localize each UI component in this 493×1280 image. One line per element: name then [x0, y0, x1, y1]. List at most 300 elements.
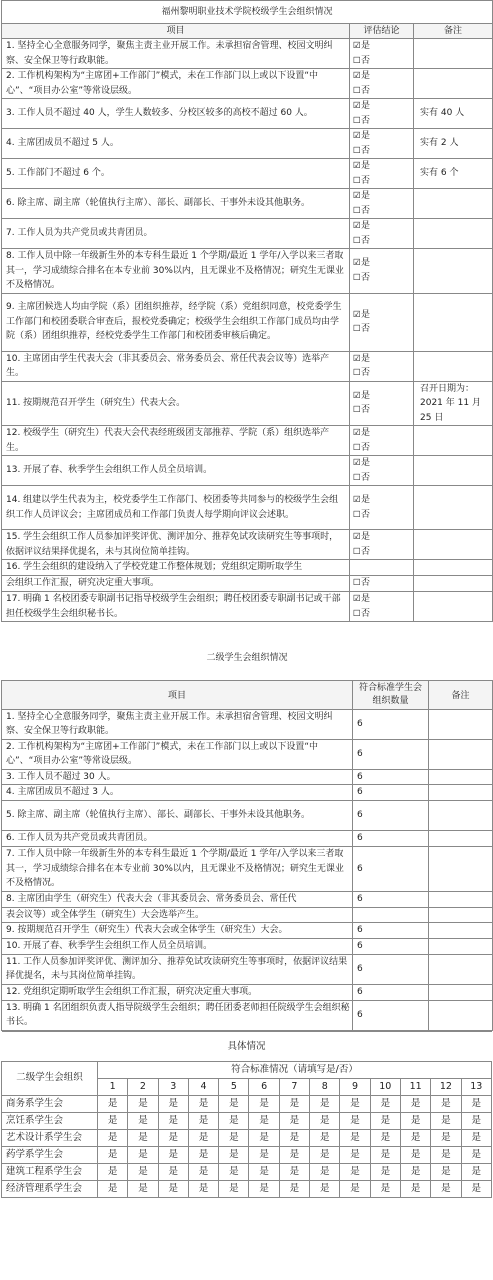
empty-box-icon[interactable]: ☐: [353, 85, 361, 96]
item-header: 项目: [2, 23, 350, 39]
table-row: [2, 189, 493, 219]
table-row: [2, 1000, 493, 1030]
no-option[interactable]: [353, 609, 370, 619]
count-cell: 6: [353, 939, 429, 955]
yes-option-label: 是: [361, 309, 371, 320]
count-cell: 6: [353, 923, 429, 939]
checked-box-icon[interactable]: ☑: [353, 458, 361, 468]
yes-option[interactable]: [353, 428, 370, 438]
no-option-label: 否: [361, 324, 371, 334]
requirement-text: 2. 工作机构架构为“主席团+工作部门”模式，未在工作部门以上或以下设置“中心”、“项目办公室”等常设层级。: [2, 69, 350, 99]
no-option-label: 否: [361, 578, 371, 589]
column-number: 11: [400, 1078, 430, 1095]
standard-value: 是: [249, 1163, 279, 1180]
count-header: 符合标准学生会组织数量: [353, 680, 429, 709]
standard-value: 是: [219, 1095, 249, 1112]
checked-box-icon[interactable]: ☑: [353, 191, 361, 201]
standard-value: 是: [279, 1163, 309, 1180]
standard-value: 是: [219, 1163, 249, 1180]
column-number: 13: [461, 1078, 491, 1095]
standard-value: 是: [400, 1129, 430, 1146]
requirement-text: 13. 开展了春、秋季学生会组织工作人员全员培训。: [2, 456, 350, 486]
column-number: 3: [158, 1078, 188, 1095]
checked-box-icon[interactable]: ☑: [353, 131, 361, 141]
checked-box-icon[interactable]: ☑: [353, 594, 361, 604]
requirement-text: 表会议等）或全体学生（研究生）大会选举产生。: [2, 907, 353, 923]
standard-value: 是: [128, 1095, 158, 1112]
org-header: 二级学生会组织: [2, 1061, 98, 1095]
standard-value: 是: [219, 1180, 249, 1197]
evaluation-cell: [350, 99, 414, 129]
requirement-text: 6. 除主席、副主席（轮值执行主席）、部长、副部长、干事外未设其他职务。: [2, 189, 350, 219]
empty-box-icon[interactable]: ☐: [353, 578, 361, 589]
standard-value: 是: [158, 1146, 188, 1163]
checked-box-icon[interactable]: ☑: [353, 41, 361, 51]
standard-value: 是: [461, 1129, 491, 1146]
yes-option-label: 是: [361, 495, 371, 505]
no-option[interactable]: [353, 176, 370, 186]
count-cell: 6: [353, 1000, 429, 1030]
table-row: [2, 923, 493, 939]
evaluation-cell: [350, 249, 414, 294]
yes-option-label: 是: [361, 191, 371, 201]
empty-box-icon[interactable]: ☐: [353, 272, 361, 283]
yes-option-label: 是: [361, 221, 371, 231]
empty-box-icon[interactable]: ☐: [353, 608, 361, 619]
requirement-text: 16. 学生会组织的建设纳入了学校党建工作整体规划；党组织定期听取学生: [2, 560, 350, 576]
note-header: 备注: [414, 23, 493, 39]
secondary-level-rows: [2, 709, 493, 1030]
requirement-text: 12. 党组织定期听取学生会组织工作汇报，研究决定重大事项。: [2, 984, 353, 1000]
yes-option[interactable]: [353, 354, 370, 364]
standard-value: 是: [98, 1146, 128, 1163]
table-row: [2, 709, 493, 739]
standard-value: 是: [188, 1129, 218, 1146]
no-option[interactable]: [353, 443, 370, 453]
standard-value: 是: [461, 1180, 491, 1197]
standard-value: 是: [431, 1112, 461, 1129]
note-cell: [414, 69, 493, 99]
note-cell: [429, 923, 493, 939]
requirement-text: 1. 坚持全心全意服务同学，聚焦主责主业开展工作。未承担宿舍管理、校园文明纠察、安全保卫等行政职能。: [2, 709, 353, 739]
no-option-label: 否: [361, 115, 371, 126]
count-cell: 6: [353, 984, 429, 1000]
school-level-title: 福州黎明职业技术学院校级学生会组织情况: [2, 1, 493, 24]
count-cell: 6: [353, 954, 429, 984]
standard-value: 是: [400, 1146, 430, 1163]
table-row: [2, 592, 493, 622]
no-option-label: 否: [361, 472, 371, 483]
yes-option[interactable]: [353, 310, 370, 320]
checked-box-icon[interactable]: ☑: [353, 221, 361, 231]
table-row: [2, 1163, 492, 1180]
requirement-text: 7. 工作人员中除一年级新生外的本专科生最近 1 个学期/最近 1 学年/入学以来三者取其一，学习成绩综合排名在本专业前 30%以内，且无课业不及格情况；研究生无课业不及格情况。: [2, 847, 353, 892]
requirement-text: 4. 主席团成员不超过 5 人。: [2, 129, 350, 159]
empty-box-icon[interactable]: ☐: [353, 368, 361, 378]
no-option[interactable]: [353, 473, 370, 483]
standard-value: 是: [158, 1129, 188, 1146]
standard-value: 是: [370, 1129, 400, 1146]
standard-value: 是: [98, 1095, 128, 1112]
standard-value: 是: [128, 1112, 158, 1129]
requirement-text: 14. 组建以学生代表为主，校党委学生工作部门、校团委等共同参与的校级学生会组织工作人员评议会；主席团成员和工作部门负责人每学期向评议会述职。: [2, 486, 350, 530]
standard-value: 是: [219, 1129, 249, 1146]
table-row: [2, 69, 493, 99]
yes-option[interactable]: [353, 391, 370, 401]
yes-option[interactable]: [353, 458, 370, 468]
requirement-text: 2. 工作机构架构为“主席团+工作部门”模式，未在工作部门以上或以下设置“中心”、“项目办公室”等常设层级。: [2, 739, 353, 769]
org-name: 艺术设计系学生会: [2, 1129, 98, 1146]
no-option[interactable]: [353, 86, 370, 96]
count-cell: 6: [353, 739, 429, 769]
note-cell: [414, 219, 493, 249]
requirement-text: 9. 主席团候选人均由学院（系）团组织推荐，经学院（系）党组织同意，校党委学生工作部门和校团委联合审查后，报校党委确定；校级学生会组织工作部门成员均由学院（系）团组织推荐，经校党委学生工作部门和校团委审核后确定。: [2, 293, 350, 351]
column-number: 9: [340, 1078, 370, 1095]
empty-box-icon[interactable]: ☐: [353, 509, 361, 520]
table-row: [2, 907, 493, 923]
yes-option-label: 是: [361, 390, 371, 401]
standard-value: 是: [400, 1163, 430, 1180]
no-option[interactable]: [353, 368, 370, 378]
no-option[interactable]: [353, 405, 370, 415]
no-option-label: 否: [361, 442, 371, 453]
column-number: 7: [279, 1078, 309, 1095]
standard-value: 是: [400, 1180, 430, 1197]
note-cell: [414, 351, 493, 381]
note-cell: [429, 739, 493, 769]
standard-value: 是: [461, 1112, 491, 1129]
standard-value: 是: [279, 1180, 309, 1197]
checked-box-icon[interactable]: ☑: [353, 161, 361, 171]
table-row: [2, 293, 493, 351]
standard-value: 是: [249, 1129, 279, 1146]
yes-option-label: 是: [361, 101, 371, 111]
table-row: [2, 576, 493, 592]
note-cell: 实有 2 人: [414, 129, 493, 159]
table-row: [2, 1146, 492, 1163]
note-cell: [429, 785, 493, 801]
evaluation-cell: [350, 456, 414, 486]
no-option[interactable]: [353, 273, 370, 283]
empty-box-icon[interactable]: ☐: [353, 472, 361, 483]
evaluation-cell: [350, 486, 414, 530]
note-cell: [429, 709, 493, 739]
no-option-label: 否: [361, 85, 371, 96]
no-option[interactable]: [353, 206, 370, 216]
evaluation-cell: [350, 129, 414, 159]
standard-value: 是: [310, 1129, 340, 1146]
evaluation-cell: [350, 426, 414, 456]
evaluation-cell: [350, 592, 414, 622]
requirement-text: 1. 坚持全心全意服务同学，聚焦主责主业开展工作。未承担宿舍管理、校园文明纠察、安全保卫等行政职能。: [2, 39, 350, 69]
standard-value: 是: [370, 1112, 400, 1129]
table-row: [2, 456, 493, 486]
note-cell: [414, 249, 493, 294]
empty-box-icon[interactable]: ☐: [353, 442, 361, 453]
table-row: [2, 249, 493, 294]
note-cell: [429, 984, 493, 1000]
table-row: [2, 785, 493, 801]
requirement-text: 5. 工作部门不超过 6 个。: [2, 159, 350, 189]
secondary-level-table: [1, 648, 493, 1031]
count-cell: 6: [353, 831, 429, 847]
standard-value: 是: [98, 1129, 128, 1146]
note-cell: [429, 801, 493, 831]
note-cell: [414, 456, 493, 486]
evaluation-cell: [350, 381, 414, 426]
table-row: [2, 159, 493, 189]
count-cell: 6: [353, 709, 429, 739]
column-number: 12: [431, 1078, 461, 1095]
table-row: [2, 891, 493, 907]
count-cell: 6: [353, 769, 429, 785]
standard-value: 是: [310, 1146, 340, 1163]
note-cell: 召开日期为：2021 年 11 月 25 日: [414, 381, 493, 426]
yes-option[interactable]: [353, 495, 370, 505]
standard-value: 是: [188, 1146, 218, 1163]
requirement-text: 12. 校级学生（研究生）代表大会代表经班级团支部推荐、学院（系）组织选举产生。: [2, 426, 350, 456]
no-option-label: 否: [361, 405, 371, 416]
standard-value: 是: [431, 1163, 461, 1180]
no-option-label: 否: [361, 509, 371, 520]
org-name: 经济管理系学生会: [2, 1180, 98, 1197]
yes-option-label: 是: [361, 594, 371, 604]
requirement-text: 11. 工作人员参加评奖评优、测评加分、推荐免试攻读研究生等事项时，依据评议结果择优提名，未与其岗位简单挂钩。: [2, 954, 353, 984]
standard-value: 是: [279, 1112, 309, 1129]
yes-option[interactable]: [353, 101, 370, 111]
checked-box-icon[interactable]: ☑: [353, 495, 361, 505]
checked-box-icon[interactable]: ☑: [353, 428, 361, 438]
checked-box-icon[interactable]: ☑: [353, 101, 361, 111]
note-cell: [414, 486, 493, 530]
yes-option-label: 是: [361, 532, 371, 542]
standard-value: 是: [158, 1180, 188, 1197]
no-option-label: 否: [361, 205, 371, 216]
yes-option[interactable]: [353, 221, 370, 231]
yes-option-label: 是: [361, 41, 371, 51]
org-name: 药学系学生会: [2, 1146, 98, 1163]
standard-value: 是: [249, 1180, 279, 1197]
yes-option[interactable]: [353, 594, 370, 604]
standard-value: 是: [340, 1146, 370, 1163]
standard-value: 是: [310, 1112, 340, 1129]
checked-box-icon[interactable]: ☑: [353, 390, 361, 401]
checked-box-icon[interactable]: ☑: [353, 353, 361, 364]
evaluation-cell: [350, 69, 414, 99]
requirement-text: 13. 明确 1 名团组织负责人指导院级学生会组织；聘任团委老师担任院级学生会组织秘书长。: [2, 1000, 353, 1030]
secondary-level-title: 二级学生会组织情况: [206, 653, 288, 663]
column-number: 10: [370, 1078, 400, 1095]
table-row: [2, 769, 493, 785]
no-option[interactable]: [353, 146, 370, 156]
requirement-text: 15. 学生会组织工作人员参加评奖评优、测评加分、推荐免试攻读研究生等事项时，依据评议结果择优提名，未与其岗位简单挂钩。: [2, 530, 350, 560]
requirement-text: 8. 主席团由学生（研究生）代表大会（非其委员会、常务委员会、常任代: [2, 891, 353, 907]
standard-value: 是: [461, 1095, 491, 1112]
no-option[interactable]: [353, 510, 370, 520]
table-row: [2, 831, 493, 847]
standard-value: 是: [98, 1112, 128, 1129]
note-cell: [414, 592, 493, 622]
standard-value: 是: [340, 1163, 370, 1180]
standard-value: 是: [310, 1180, 340, 1197]
note-cell: 实有 40 人: [414, 99, 493, 129]
yes-option[interactable]: [353, 161, 370, 171]
yes-option[interactable]: [353, 258, 370, 268]
count-cell: 6: [353, 891, 429, 907]
standard-value: 是: [249, 1112, 279, 1129]
standard-value: 是: [431, 1129, 461, 1146]
note-cell: 实有 6 个: [414, 159, 493, 189]
count-cell: 6: [353, 847, 429, 892]
standard-value: 是: [128, 1163, 158, 1180]
checked-box-icon[interactable]: ☑: [353, 532, 361, 542]
standard-value: 是: [340, 1112, 370, 1129]
empty-box-icon[interactable]: ☐: [353, 324, 361, 334]
requirement-text: 3. 工作人员不超过 40 人，学生人数较多、分校区较多的高校不超过 60 人。: [2, 99, 350, 129]
standard-value: 是: [158, 1112, 188, 1129]
no-option[interactable]: [353, 547, 370, 557]
org-name: 烹饪系学生会: [2, 1112, 98, 1129]
evaluation-cell: [350, 293, 414, 351]
note-cell: [429, 1000, 493, 1030]
standard-value: 是: [400, 1095, 430, 1112]
no-option-label: 否: [361, 368, 371, 378]
column-number: 1: [98, 1078, 128, 1095]
table-row: [2, 39, 493, 69]
table-row: [2, 847, 493, 892]
school-level-rows: [2, 39, 493, 622]
requirement-text: 会组织工作汇报，研究决定重大事项。: [2, 576, 350, 592]
requirement-text: 5. 除主席、副主席（轮值执行主席）、部长、副部长、干事外未设其他职务。: [2, 801, 353, 831]
school-level-table: [1, 0, 493, 622]
note-cell: [414, 560, 493, 576]
requirement-text: 8. 工作人员中除一年级新生外的本专科生最近 1 个学期/最近 1 学年/入学以来三者取其一，学习成绩综合排名在本专业前 30%以内，且无课业不及格情况；研究生无课业不及格情况。: [2, 249, 350, 294]
evaluation-cell: [350, 530, 414, 560]
note-cell: [429, 891, 493, 907]
evaluation-cell: [350, 189, 414, 219]
standard-value: 是: [370, 1180, 400, 1197]
count-cell: [353, 907, 429, 923]
standard-value: 是: [128, 1180, 158, 1197]
standard-value: 是: [461, 1163, 491, 1180]
standard-value: 是: [279, 1146, 309, 1163]
checked-box-icon[interactable]: ☑: [353, 71, 361, 81]
column-number: 8: [310, 1078, 340, 1095]
column-number: 2: [128, 1078, 158, 1095]
empty-box-icon[interactable]: ☐: [353, 55, 361, 66]
note-cell: [429, 831, 493, 847]
empty-box-icon[interactable]: ☐: [353, 405, 361, 416]
evaluation-cell: [350, 39, 414, 69]
standard-value: 是: [279, 1129, 309, 1146]
org-name: 商务系学生会: [2, 1095, 98, 1112]
no-option-label: 否: [361, 235, 371, 246]
empty-box-icon[interactable]: ☐: [353, 546, 361, 557]
detail-title: 具体情况: [2, 1031, 492, 1061]
table-row: [2, 801, 493, 831]
standard-value: 是: [128, 1129, 158, 1146]
empty-box-icon[interactable]: ☐: [353, 175, 361, 186]
checked-box-icon[interactable]: ☑: [353, 258, 361, 269]
no-option-label: 否: [361, 175, 371, 186]
standard-value: 是: [219, 1112, 249, 1129]
table-row: [2, 984, 493, 1000]
note-cell: [429, 847, 493, 892]
empty-box-icon[interactable]: ☐: [353, 115, 361, 126]
note-cell: [414, 293, 493, 351]
standard-value: 是: [219, 1146, 249, 1163]
requirement-text: 6. 工作人员为共产党员或共青团员。: [2, 831, 353, 847]
table-row: [2, 530, 493, 560]
checked-box-icon[interactable]: ☑: [353, 309, 361, 320]
evaluation-cell: [350, 576, 414, 592]
table-row: [2, 381, 493, 426]
empty-box-icon[interactable]: ☐: [353, 205, 361, 216]
table-row: [2, 486, 493, 530]
table-row: [2, 426, 493, 456]
yes-option[interactable]: [353, 71, 370, 81]
yes-option[interactable]: [353, 41, 370, 51]
no-option[interactable]: [353, 116, 370, 126]
table-row: [2, 939, 493, 955]
yes-option-label: 是: [361, 353, 371, 364]
no-option[interactable]: [353, 324, 370, 334]
evaluation-cell: [350, 219, 414, 249]
no-option-label: 否: [361, 546, 371, 557]
table-row: [2, 1180, 492, 1197]
note-cell: [414, 189, 493, 219]
note-cell: [429, 907, 493, 923]
standard-value: 是: [340, 1180, 370, 1197]
standard-value: 是: [158, 1095, 188, 1112]
standard-value: 是: [188, 1180, 218, 1197]
standard-value: 是: [310, 1095, 340, 1112]
yes-option[interactable]: [353, 532, 370, 542]
note-header-2: 备注: [429, 680, 493, 709]
standard-value: 是: [461, 1146, 491, 1163]
no-option[interactable]: [353, 56, 370, 66]
no-option-label: 否: [361, 272, 371, 283]
note-cell: [414, 39, 493, 69]
yes-option-label: 是: [361, 428, 371, 438]
standard-value: 是: [370, 1146, 400, 1163]
requirement-text: 9. 按期规范召开学生（研究生）代表大会或全体学生（研究生）大会。: [2, 923, 353, 939]
note-cell: [414, 426, 493, 456]
empty-box-icon[interactable]: ☐: [353, 235, 361, 246]
empty-box-icon[interactable]: ☐: [353, 145, 361, 156]
column-number: 4: [188, 1078, 218, 1095]
table-row: [2, 219, 493, 249]
no-option[interactable]: [353, 236, 370, 246]
yes-option-label: 是: [361, 458, 371, 468]
note-cell: [429, 954, 493, 984]
no-option-label: 否: [361, 55, 371, 66]
table-row: [2, 1129, 492, 1146]
standard-value: 是: [188, 1163, 218, 1180]
requirement-text: 4. 主席团成员不超过 3 人。: [2, 785, 353, 801]
yes-option[interactable]: [353, 191, 370, 201]
table-row: [2, 954, 493, 984]
column-number: 6: [249, 1078, 279, 1095]
yes-option[interactable]: [353, 131, 370, 141]
standard-value: 是: [431, 1146, 461, 1163]
requirement-text: 17. 明确 1 名校团委专职副书记指导校级学生会组织；聘任校团委专职副书记或干部担任校级学生会组织秘书长。: [2, 592, 350, 622]
requirement-text: 10. 开展了春、秋季学生会组织工作人员全员培训。: [2, 939, 353, 955]
no-option[interactable]: [353, 578, 370, 588]
standard-value: 是: [158, 1163, 188, 1180]
requirement-text: 7. 工作人员为共产党员或共青团员。: [2, 219, 350, 249]
yes-option-label: 是: [361, 71, 371, 81]
